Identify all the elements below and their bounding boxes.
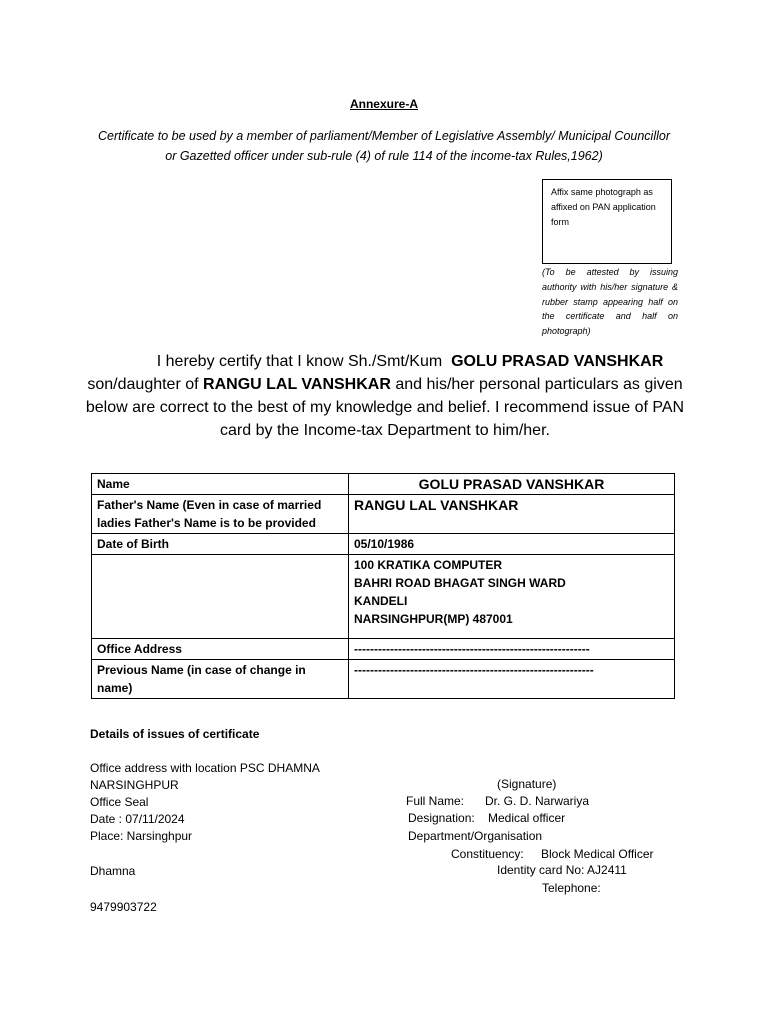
address-value <box>349 555 675 639</box>
constituency-value: Block Medical Officer <box>541 847 654 861</box>
office-address-value: ----------------------------------------------------------- <box>349 639 675 660</box>
details-title: Details of issues of certificate <box>90 727 260 741</box>
certified-father-name: RANGU LAL VANSHKAR <box>203 376 391 393</box>
department-label: Department/Organisation <box>408 829 543 843</box>
table-row <box>92 495 675 534</box>
dob-label: Date of Birth <box>92 534 349 555</box>
table-row <box>92 555 675 639</box>
previous-name-label: Previous Name (in case of change in name) <box>92 660 349 699</box>
office-seal: Office Seal <box>90 795 149 809</box>
certify-part-1: I hereby certify that I know Sh./Smt/Kum <box>156 353 443 370</box>
issue-date: Date : 07/11/2024 <box>90 812 185 826</box>
address-line: KANDELI <box>354 594 408 608</box>
phone-number: 9479903722 <box>90 900 157 914</box>
office-address-label: Office Address <box>92 639 349 660</box>
table-row <box>92 474 675 495</box>
constituency-label: Constituency: <box>451 847 524 861</box>
subtitle-line-2: or Gazetted officer under sub-rule (4) of rule 114 of the income-tax Rules,1962) <box>165 149 603 163</box>
address-line: 100 KRATIKA COMPUTER <box>354 558 503 572</box>
address-label <box>92 555 349 639</box>
full-name-value: Dr. G. D. Narwariya <box>485 794 590 808</box>
signature-label: (Signature) <box>497 777 557 791</box>
name-label: Name <box>92 474 349 495</box>
address-line: BAHRI ROAD BHAGAT SINGH WARD <box>354 576 566 590</box>
attest-note: (To be attested by issuing authority with his/her signature & rubber stamp appearing half on the certificate and half on photograph) <box>542 267 678 337</box>
identity-card: Identity card No: AJ2411 <box>497 863 627 877</box>
address-line: NARSINGHPUR(MP) 487001 <box>354 612 513 626</box>
certified-person-name: GOLU PRASAD VANSHKAR <box>451 353 664 370</box>
district: NARSINGHPUR <box>90 778 179 792</box>
designation-value: Medical officer <box>488 811 566 825</box>
table-row <box>92 660 675 699</box>
father-label: Father's Name (Even in case of married ladies Father's Name is to be provided <box>92 495 349 534</box>
town: Dhamna <box>90 864 136 878</box>
certification-paragraph <box>85 350 685 442</box>
particulars-table <box>91 473 675 699</box>
annexure-title: Annexure-A <box>349 97 418 111</box>
designation-label: Designation: <box>408 811 475 825</box>
telephone-label: Telephone: <box>542 881 601 895</box>
heading <box>0 95 768 113</box>
certify-part-3: and his/her personal particulars as given below are correct to the best of my knowledge and belief. I recommend issue of PAN card by the Income-tax Department to him/her. <box>85 376 685 439</box>
office-location: Office address with location PSC DHAMNA <box>90 761 320 775</box>
father-value: RANGU LAL VANSHKAR <box>349 495 675 534</box>
issuer-office-block <box>90 760 320 845</box>
photo-box-text: Affix same photograph as affixed on PAN application form <box>551 187 656 227</box>
certify-part-2: son/daughter of <box>87 376 199 393</box>
table-row <box>92 534 675 555</box>
photo-box <box>542 179 672 264</box>
dob-value: 05/10/1986 <box>349 534 675 555</box>
table-row <box>92 639 675 660</box>
previous-name-value: ------------------------------------------------------------ <box>349 660 675 699</box>
issue-place: Place: Narsinghpur <box>90 829 193 843</box>
name-value: GOLU PRASAD VANSHKAR <box>349 474 675 495</box>
subtitle-line-1: Certificate to be used by a member of parliament/Member of Legislative Assembly/ Municipal Councillor <box>97 129 670 143</box>
full-name-label: Full Name: <box>406 794 465 808</box>
certificate-subtitle <box>80 126 688 166</box>
